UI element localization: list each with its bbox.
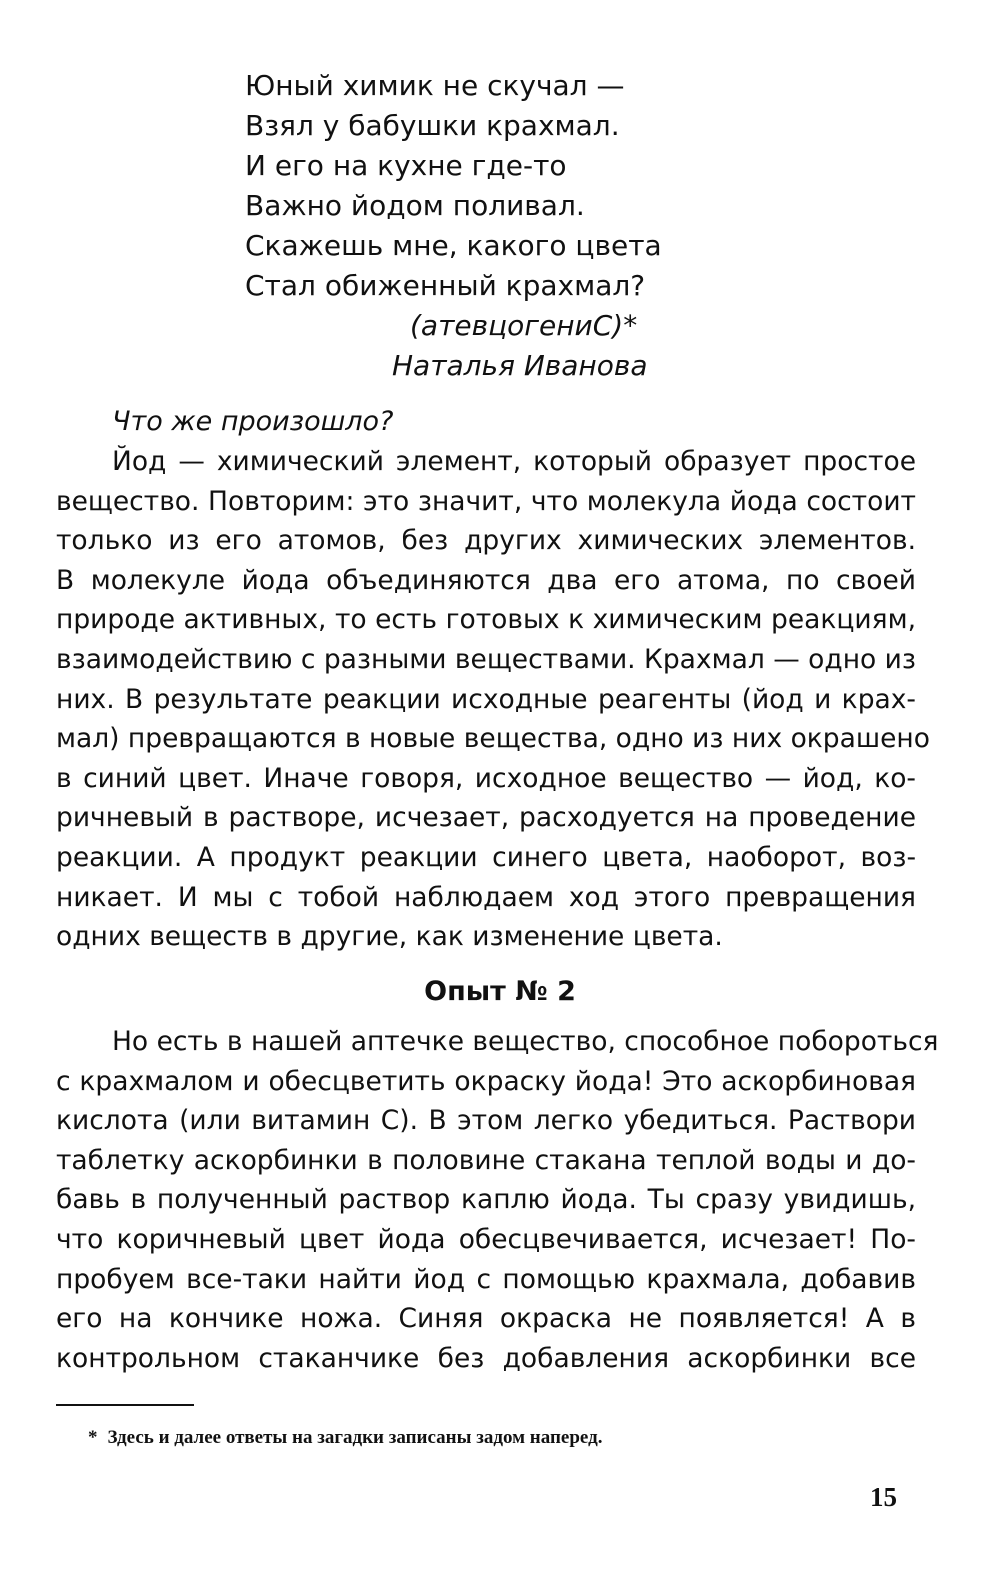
paragraph-line: его на кончике ножа. Синяя окраска не появляется! А в (56, 1303, 916, 1335)
poem-line: Стал обиженный крахмал? (245, 269, 646, 302)
paragraph-line: пробуем все-таки найти йод с помощью крахмала, добавив (56, 1263, 916, 1295)
paragraph-line: бавь в полученный раствор каплю йода. Ты сразу увидишь, (56, 1184, 916, 1216)
poem (245, 66, 765, 382)
paragraph-line: взаимодействию с разными веществами. Крахмал — одно из (56, 643, 916, 675)
paragraph-line: природе активных, то есть готовых к химическим реакциям, (56, 604, 916, 636)
paragraph-line: контрольном стаканчике без добавления аскорбинки все (56, 1342, 916, 1374)
page-number: 15 (870, 1482, 897, 1512)
paragraph-line: мал) превращаются в новые вещества, одно из них окрашено (56, 723, 930, 755)
experiment-heading: Опыт № 2 (424, 976, 576, 1007)
poem-line: Юный химик не скучал — (245, 69, 625, 102)
explanation-paragraph (56, 442, 930, 957)
experiment-paragraph (56, 1022, 939, 1378)
paragraph-line: реакции. А продукт реакции синего цвета, наоборот, воз- (56, 841, 916, 873)
paragraph-line: только из его атомов, без других химических элементов. (56, 525, 916, 557)
poem-line: И его на кухне где-то (245, 149, 567, 182)
poem-line: Скажешь мне, какого цвета (245, 229, 662, 262)
paragraph-line: одних веществ в другие, как изменение цвета. (56, 921, 723, 953)
poem-author: Наталья Иванова (392, 349, 648, 382)
paragraph-line: кислота (или витамин С). В этом легко убедиться. Раствори (56, 1105, 916, 1137)
paragraph-line: вещество. Повторим: это значит, что молекула йода состоит (56, 485, 916, 517)
paragraph-line: в синий цвет. Иначе говоря, исходное вещество — йод, ко- (56, 762, 916, 794)
poem-line: Взял у бабушки крахмал. (245, 109, 620, 142)
footnote (88, 1425, 602, 1451)
paragraph-line: с крахмалом и обесцветить окраску йода! Это аскорбиновая (56, 1065, 916, 1097)
paragraph-line: никает. И мы с тобой наблюдаем ход этого превращения (56, 881, 916, 913)
paragraph-line: что коричневый цвет йода обесцвечивается, исчезает! По- (56, 1223, 916, 1255)
poem-line: Важно йодом поливал. (245, 189, 585, 222)
footnote-marker: * (88, 1427, 98, 1448)
paragraph-line: таблетку аскорбинки в половине стакана теплой воды и до- (56, 1144, 916, 1176)
section-question: Что же произошло? (112, 406, 394, 437)
paragraph-line: Но есть в нашей аптечке вещество, способное побороться (112, 1026, 939, 1057)
footnote-text: Здесь и далее ответы на загадки записаны задом наперед. (107, 1427, 603, 1448)
paragraph-line: Йод — химический элемент, который образует простое (112, 446, 916, 477)
riddle-answer: (атевцогениС)* (410, 309, 638, 342)
paragraph-line: них. В результате реакции исходные реагенты (йод и крах- (56, 683, 916, 715)
paragraph-line: В молекуле йода объединяются два его атома, по своей (56, 564, 916, 596)
paragraph-line: ричневый в растворе, исчезает, расходуется на проведение (56, 802, 916, 834)
footnote-divider (56, 1404, 194, 1406)
